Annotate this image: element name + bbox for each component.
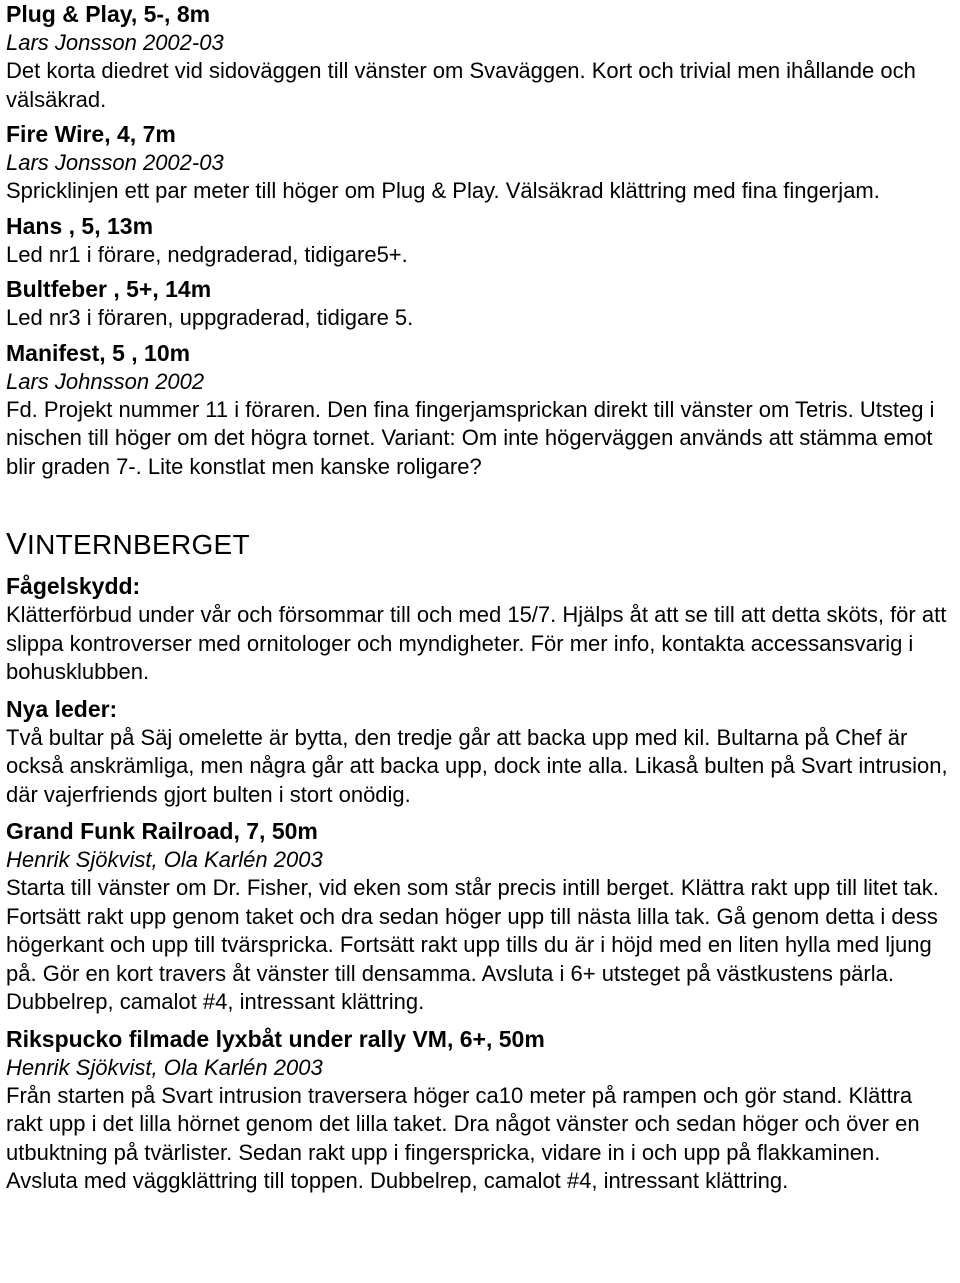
route-author: Lars Jonsson 2002-03 (6, 30, 224, 55)
route-description: Led nr3 i föraren, uppgraderad, tidigare 5. (6, 305, 414, 330)
route-author: Lars Jonsson 2002-03 (6, 150, 224, 175)
route-description: Från starten på Svart intrusion traversera höger ca10 meter på rampen och gör stand. Klättra rakt upp i det lilla hörnet genom det lilla taket. Dra något vänster och sedan höger och över en utbuktning på tvärlister. Sedan rakt upp i fingerspricka, vidare in i och upp på flakkaminen. Avsluta med väggklättring till toppen. Dubbelrep, camalot #4, intressant klättring. (6, 1082, 920, 1193)
route-author: Henrik Sjökvist, Ola Karlén 2003 (6, 1054, 323, 1080)
route-description: Starta till vänster om Dr. Fisher, vid eken som står precis intill berget. Klättra rakt upp till litet tak. Fortsätt rakt upp genom taket och dra sedan höger upp till nästa lilla tak. Gå genom detta i dess högerkant och upp till tvärspricka. Fortsätt rakt upp tills du är i höjd med en liten hylla med ljung på. Gör en kort travers åt vänster till densamma. Avsluta i 6+ utsteget på västkustens pärla. Dubbelrep, camalot #4, intressant klättring. (6, 875, 939, 1014)
route-entry (6, 120, 960, 206)
route-author: Lars Johnsson 2002 (6, 368, 205, 394)
route-description: Det korta diedret vid sidoväggen till vänster om Svaväggen. Kort och trivial men ihållande och välsäkrad. (6, 58, 916, 112)
route-entry (6, 212, 960, 270)
area-section (6, 527, 960, 809)
spacer (6, 562, 960, 572)
route-description: Led nr1 i förare, nedgraderad, tidigare5+. (6, 241, 408, 267)
spacer (6, 481, 960, 527)
area-heading-initial: V (6, 526, 27, 561)
route-title: Plug & Play, 5-, 8m (6, 1, 211, 27)
route-title: Rikspucko filmade lyxbåt under rally VM, 6+, 50m (6, 1025, 545, 1052)
area-heading-rest: INTERNBERGET (26, 529, 250, 560)
new-routes-heading: Nya leder: (6, 695, 118, 722)
route-title: Manifest, 5 , 10m (6, 339, 191, 366)
route-title: Hans , 5, 13m (6, 212, 154, 239)
route-entry (6, 0, 960, 114)
route-title: Bultfeber , 5+, 14m (6, 276, 212, 302)
area-heading (6, 527, 960, 562)
route-entry (6, 339, 960, 482)
spacer (6, 809, 960, 817)
spacer (6, 1017, 960, 1025)
route-entry (6, 817, 960, 1017)
new-routes-text: Två bultar på Säj omelette är bytta, den tredje går att backa upp med kil. Bultarna på Chef är också anskrämliga, men några går att backa upp, dock inte alla. Likaså bulten på Svart intrusion, där vajerfriends gjort bulten i stort onödig. (6, 724, 948, 807)
route-entry (6, 1025, 960, 1196)
spacer (6, 687, 960, 695)
route-title: Grand Funk Railroad, 7, 50m (6, 818, 318, 844)
route-entry (6, 275, 960, 333)
route-author: Henrik Sjökvist, Ola Karlén 2003 (6, 847, 323, 872)
route-description: Fd. Projekt nummer 11 i föraren. Den fina fingerjamsprickan direkt till vänster om Tetris. Utsteg i nischen till höger om det högra tornet. Variant: Om inte högerväggen används att stämma emot blir graden 7-. Lite konstlat men kanske roligare? (6, 396, 935, 479)
route-title: Fire Wire, 4, 7m (6, 121, 176, 147)
bird-protection-text: Klätterförbud under vår och försommar till och med 15/7. Hjälps åt att se till att detta sköts, för att slippa kontroverser med ornitologer och myndigheter. För mer info, kontakta accessansvarig i bohusklubben. (6, 602, 947, 684)
route-description: Spricklinjen ett par meter till höger om Plug & Play. Välsäkrad klättring med fina fingerjam. (6, 178, 880, 203)
bird-protection-heading: Fågelskydd: (6, 573, 141, 599)
